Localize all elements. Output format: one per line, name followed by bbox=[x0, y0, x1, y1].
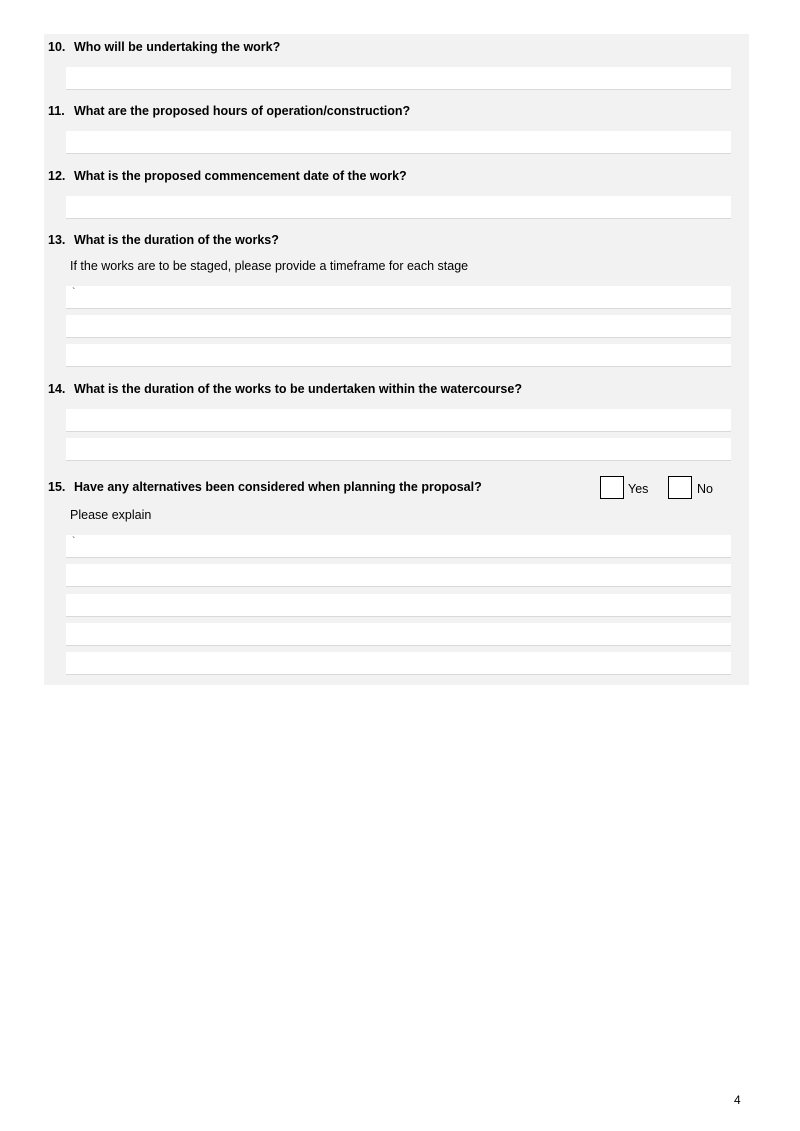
question-text: Who will be undertaking the work? bbox=[74, 40, 281, 54]
question-number: 14. bbox=[48, 382, 66, 396]
no-label: No bbox=[697, 482, 713, 496]
answer-field-15-line-5[interactable] bbox=[66, 652, 731, 675]
question-text: What are the proposed hours of operation/construction? bbox=[74, 104, 411, 118]
question-13-instructions: If the works are to be staged, please provide a timeframe for each stage bbox=[70, 259, 469, 273]
answer-field-14-line-1[interactable] bbox=[66, 409, 731, 432]
question-text: What is the duration of the works to be undertaken within the watercourse? bbox=[74, 382, 522, 396]
question-text: What is the duration of the works? bbox=[74, 233, 279, 247]
no-checkbox[interactable] bbox=[668, 476, 692, 499]
answer-field-13-line-2[interactable] bbox=[66, 315, 731, 338]
answer-field-15-line-1[interactable]: ` bbox=[66, 535, 731, 558]
question-15-instructions: Please explain bbox=[70, 508, 152, 522]
question-text: What is the proposed commencement date of the work? bbox=[74, 169, 407, 183]
page-number: 4 bbox=[734, 1093, 741, 1107]
answer-field-15-line-2[interactable] bbox=[66, 564, 731, 587]
question-number: 11. bbox=[48, 104, 65, 118]
question-text: Have any alternatives been considered when planning the proposal? bbox=[74, 480, 482, 494]
question-number: 15. bbox=[48, 480, 66, 494]
answer-field-11[interactable] bbox=[66, 131, 731, 154]
answer-field-12[interactable] bbox=[66, 196, 731, 219]
answer-field-10[interactable] bbox=[66, 67, 731, 90]
answer-field-15-line-3[interactable] bbox=[66, 594, 731, 617]
yes-label: Yes bbox=[628, 482, 649, 496]
question-number: 13. bbox=[48, 233, 66, 247]
answer-field-15-line-4[interactable] bbox=[66, 623, 731, 646]
answer-field-13-line-1[interactable]: ` bbox=[66, 286, 731, 309]
yes-checkbox[interactable] bbox=[600, 476, 624, 499]
question-number: 10. bbox=[48, 40, 66, 54]
answer-field-14-line-2[interactable] bbox=[66, 438, 731, 461]
question-number: 12. bbox=[48, 169, 66, 183]
answer-field-13-line-3[interactable] bbox=[66, 344, 731, 367]
